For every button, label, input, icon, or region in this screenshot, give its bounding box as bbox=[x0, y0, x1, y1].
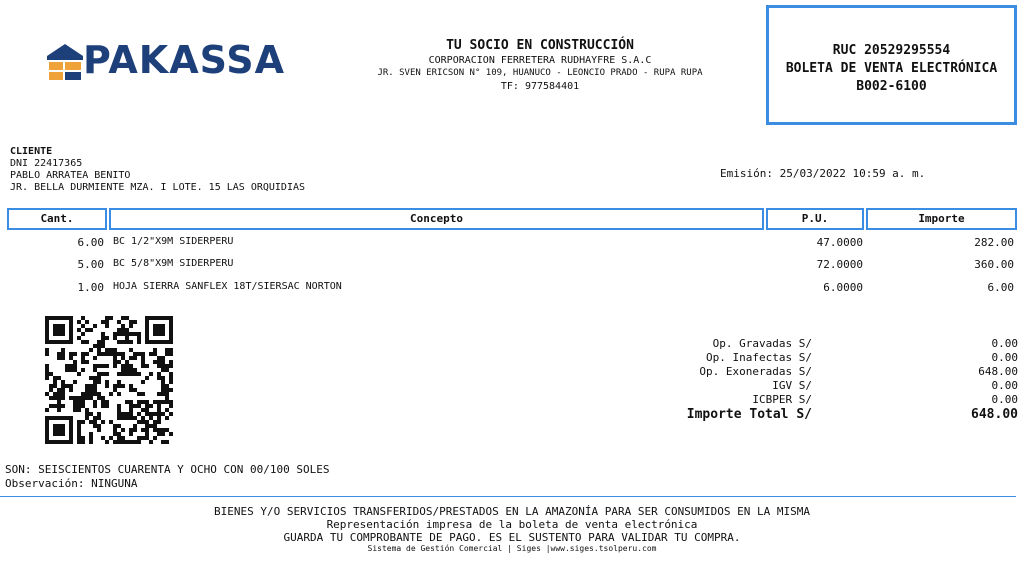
company-header bbox=[340, 38, 740, 93]
house-logo-icon bbox=[45, 42, 85, 82]
row-qty: 5.00 bbox=[77, 258, 104, 271]
total-value: 648.00 bbox=[971, 407, 1018, 422]
row-amount: 282.00 bbox=[974, 236, 1014, 249]
system-credit: Sistema de Gestión Comercial | Siges |www.siges.tsolperu.com bbox=[367, 544, 657, 553]
client-label: CLIENTE bbox=[10, 146, 53, 157]
row-amount: 6.00 bbox=[987, 281, 1014, 294]
row-concept: HOJA SIERRA SANFLEX 18T/SIERSAC NORTON bbox=[113, 281, 342, 292]
col-header-concept: Concepto bbox=[109, 208, 764, 230]
row-concept: BC 5/8"X9M SIDERPERU bbox=[113, 258, 234, 269]
icbper-label: ICBPER S/ bbox=[752, 393, 812, 406]
legal-note: BIENES Y/O SERVICIOS TRANSFERIDOS/PRESTADOS EN LA AMAZONÍA PARA SER CONSUMIDOS EN LA MISMA bbox=[213, 505, 811, 518]
company-logo bbox=[45, 38, 286, 84]
total-row-igv bbox=[600, 379, 1018, 393]
gravadas-label: Op. Gravadas S/ bbox=[712, 337, 812, 350]
total-row-inafectas bbox=[600, 351, 1018, 365]
row-qty: 1.00 bbox=[77, 281, 104, 294]
observation: Observación: NINGUNA bbox=[5, 477, 138, 490]
col-header-amount: Importe bbox=[866, 208, 1017, 230]
row-pu: 72.0000 bbox=[816, 258, 863, 271]
row-amount: 360.00 bbox=[974, 258, 1014, 271]
qr-code bbox=[45, 316, 173, 444]
row-pu: 6.0000 bbox=[823, 281, 863, 294]
col-header-pu: P.U. bbox=[766, 208, 864, 230]
gravadas-value: 0.00 bbox=[991, 337, 1018, 350]
document-type: BOLETA DE VENTA ELECTRÓNICA bbox=[785, 61, 998, 76]
igv-value: 0.00 bbox=[991, 379, 1018, 392]
print-note: Representación impresa de la boleta de venta electrónica bbox=[326, 518, 698, 531]
qr-code-image bbox=[45, 316, 173, 444]
total-row-gravadas bbox=[600, 337, 1018, 351]
slogan: TU SOCIO EN CONSTRUCCIÓN bbox=[446, 38, 634, 53]
row-concept: BC 1/2"X9M SIDERPERU bbox=[113, 236, 234, 247]
company-name: CORPORACION FERRETERA RUDHAYFRE S.A.C bbox=[428, 55, 652, 66]
total-row-importe bbox=[600, 407, 1018, 423]
company-phone: TF: 977584401 bbox=[500, 81, 580, 92]
table-row bbox=[0, 236, 1024, 250]
client-block bbox=[10, 146, 305, 194]
document-number: B002-6100 bbox=[856, 79, 927, 94]
icbper-value: 0.00 bbox=[991, 393, 1018, 406]
client-dni: DNI 22417365 bbox=[10, 158, 83, 169]
footer-divider bbox=[0, 496, 1016, 497]
total-row-exoneradas bbox=[600, 365, 1018, 379]
total-row-icbper bbox=[600, 393, 1018, 407]
client-name: PABLO ARRATEA BENITO bbox=[10, 170, 131, 181]
emission-date: Emisión: 25/03/2022 10:59 a. m. bbox=[720, 167, 926, 180]
logo-text: PAKASSA bbox=[83, 38, 286, 82]
client-address: JR. BELLA DURMIENTE MZA. I LOTE. 15 LAS ORQUIDIAS bbox=[10, 182, 306, 193]
totals-block bbox=[600, 337, 1018, 423]
inafectas-label: Op. Inafectas S/ bbox=[706, 351, 812, 364]
igv-label: IGV S/ bbox=[772, 379, 812, 392]
keep-receipt-note: GUARDA TU COMPROBANTE DE PAGO. ES EL SUSTENTO PARA VALIDAR TU COMPRA. bbox=[283, 531, 741, 544]
ruc-box bbox=[766, 5, 1017, 125]
exoneradas-label: Op. Exoneradas S/ bbox=[699, 365, 812, 378]
amount-in-words: SON: SEISCIENTOS CUARENTA Y OCHO CON 00/100 SOLES bbox=[5, 463, 330, 476]
row-pu: 47.0000 bbox=[816, 236, 863, 249]
table-row bbox=[0, 281, 1024, 295]
exoneradas-value: 648.00 bbox=[978, 365, 1018, 378]
col-header-qty: Cant. bbox=[7, 208, 107, 230]
row-qty: 6.00 bbox=[77, 236, 104, 249]
total-label: Importe Total S/ bbox=[686, 407, 812, 422]
table-row bbox=[0, 258, 1024, 272]
company-address: JR. SVEN ERICSON N° 109, HUANUCO - LEONCIO PRADO - RUPA RUPA bbox=[377, 68, 703, 78]
ruc: RUC 20529295554 bbox=[832, 43, 951, 58]
inafectas-value: 0.00 bbox=[991, 351, 1018, 364]
